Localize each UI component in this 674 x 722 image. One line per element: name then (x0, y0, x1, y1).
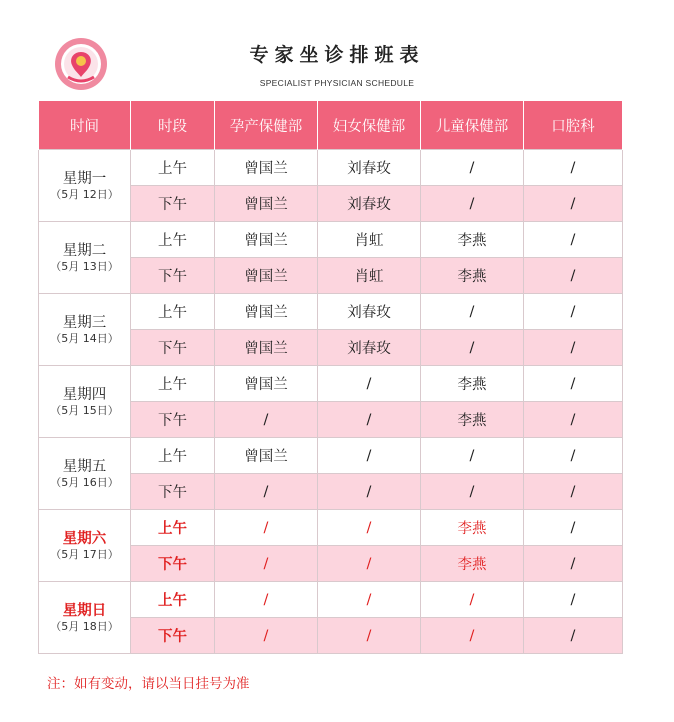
schedule-cell: / (524, 546, 623, 582)
schedule-cell: / (318, 510, 421, 546)
schedule-cell: 李燕 (421, 402, 524, 438)
day-date: （5月 17日） (50, 547, 119, 561)
schedule-cell: 曾国兰 (215, 258, 318, 294)
table-row (39, 222, 623, 258)
table-row (39, 294, 623, 330)
schedule-cell: 曾国兰 (215, 330, 318, 366)
schedule-cell: 刘春玫 (318, 294, 421, 330)
period-cell: 下午 (131, 474, 215, 510)
period-cell: 下午 (131, 546, 215, 582)
schedule-cell: 李燕 (421, 222, 524, 258)
schedule-cell: / (318, 402, 421, 438)
footnote: 注：如有变动，请以当日挂号为准 (47, 676, 250, 692)
schedule-cell: / (318, 618, 421, 654)
schedule-cell: / (524, 474, 623, 510)
day-date: （5月 18日） (50, 619, 119, 633)
period-cell: 上午 (131, 222, 215, 258)
schedule-cell: / (524, 438, 623, 474)
schedule-cell: / (215, 618, 318, 654)
day-date: （5月 13日） (50, 259, 119, 273)
table-row (39, 582, 623, 618)
period-cell: 上午 (131, 294, 215, 330)
period-cell: 下午 (131, 258, 215, 294)
schedule-cell: / (524, 258, 623, 294)
schedule-cell: / (421, 150, 524, 186)
schedule-cell: 刘春玫 (318, 150, 421, 186)
header-women: 妇女保健部 (318, 101, 421, 150)
day-name: 星期五 (62, 458, 107, 475)
schedule-cell: / (524, 150, 623, 186)
schedule-table (38, 101, 623, 654)
day-name: 星期四 (62, 386, 107, 403)
schedule-cell: / (215, 510, 318, 546)
schedule-cell: 曾国兰 (215, 222, 318, 258)
period-cell: 上午 (131, 582, 215, 618)
schedule-cell: 肖虹 (318, 222, 421, 258)
schedule-cell: / (421, 186, 524, 222)
schedule-cell: / (215, 582, 318, 618)
table-header-row (39, 101, 623, 150)
period-cell: 下午 (131, 330, 215, 366)
schedule-cell: / (524, 294, 623, 330)
schedule-cell: 李燕 (421, 258, 524, 294)
schedule-cell: / (524, 510, 623, 546)
day-name: 星期二 (62, 242, 107, 259)
day-cell (39, 582, 131, 654)
table-row (39, 150, 623, 186)
schedule-cell: 刘春玫 (318, 330, 421, 366)
header-maternity: 孕产保健部 (215, 101, 318, 150)
schedule-cell: / (215, 546, 318, 582)
schedule-cell: / (318, 546, 421, 582)
schedule-cell: 曾国兰 (215, 186, 318, 222)
period-cell: 下午 (131, 402, 215, 438)
day-cell (39, 150, 131, 222)
day-date: （5月 14日） (50, 331, 119, 345)
schedule-cell: 刘春玫 (318, 186, 421, 222)
schedule-cell: 肖虹 (318, 258, 421, 294)
page-title: 专家坐诊排班表 (249, 44, 425, 66)
schedule-cell: 李燕 (421, 546, 524, 582)
schedule-cell: / (524, 402, 623, 438)
schedule-cell: 李燕 (421, 510, 524, 546)
schedule-cell: / (524, 330, 623, 366)
day-cell (39, 438, 131, 510)
day-cell (39, 510, 131, 582)
table-row (39, 438, 623, 474)
schedule-cell: / (318, 582, 421, 618)
period-cell: 上午 (131, 150, 215, 186)
schedule-cell: / (318, 474, 421, 510)
day-name: 星期六 (62, 530, 107, 547)
schedule-cell: / (524, 186, 623, 222)
day-date: （5月 15日） (50, 403, 119, 417)
header-dental: 口腔科 (524, 101, 623, 150)
schedule-cell: / (421, 618, 524, 654)
day-name: 星期日 (62, 602, 107, 619)
schedule-cell: 曾国兰 (215, 150, 318, 186)
period-cell: 下午 (131, 186, 215, 222)
period-cell: 上午 (131, 438, 215, 474)
schedule-cell: / (421, 438, 524, 474)
period-cell: 上午 (131, 510, 215, 546)
day-date: （5月 16日） (50, 475, 119, 489)
schedule-cell: / (421, 330, 524, 366)
schedule-cell: / (524, 366, 623, 402)
schedule-cell: / (215, 474, 318, 510)
schedule-cell: / (421, 582, 524, 618)
schedule-cell: 李燕 (421, 366, 524, 402)
schedule-cell: 曾国兰 (215, 294, 318, 330)
period-cell: 上午 (131, 366, 215, 402)
schedule-cell: / (524, 618, 623, 654)
day-name: 星期一 (62, 170, 107, 187)
page-subtitle: SPECIALIST PHYSICIAN SCHEDULE (259, 78, 415, 88)
header-period: 时段 (131, 101, 215, 150)
header-child: 儿童保健部 (421, 101, 524, 150)
schedule-cell: / (421, 474, 524, 510)
day-cell (39, 294, 131, 366)
header-time: 时间 (39, 101, 131, 150)
schedule-cell: / (318, 366, 421, 402)
table-row (39, 510, 623, 546)
schedule-cell: / (421, 294, 524, 330)
table-row (39, 366, 623, 402)
day-cell (39, 366, 131, 438)
day-cell (39, 222, 131, 294)
day-date: （5月 12日） (50, 187, 119, 201)
schedule-cell: 曾国兰 (215, 366, 318, 402)
schedule-cell: / (318, 438, 421, 474)
period-cell: 下午 (131, 618, 215, 654)
day-name: 星期三 (62, 314, 107, 331)
schedule-cell: / (524, 582, 623, 618)
schedule-cell: / (215, 402, 318, 438)
schedule-cell: / (524, 222, 623, 258)
schedule-cell: 曾国兰 (215, 438, 318, 474)
